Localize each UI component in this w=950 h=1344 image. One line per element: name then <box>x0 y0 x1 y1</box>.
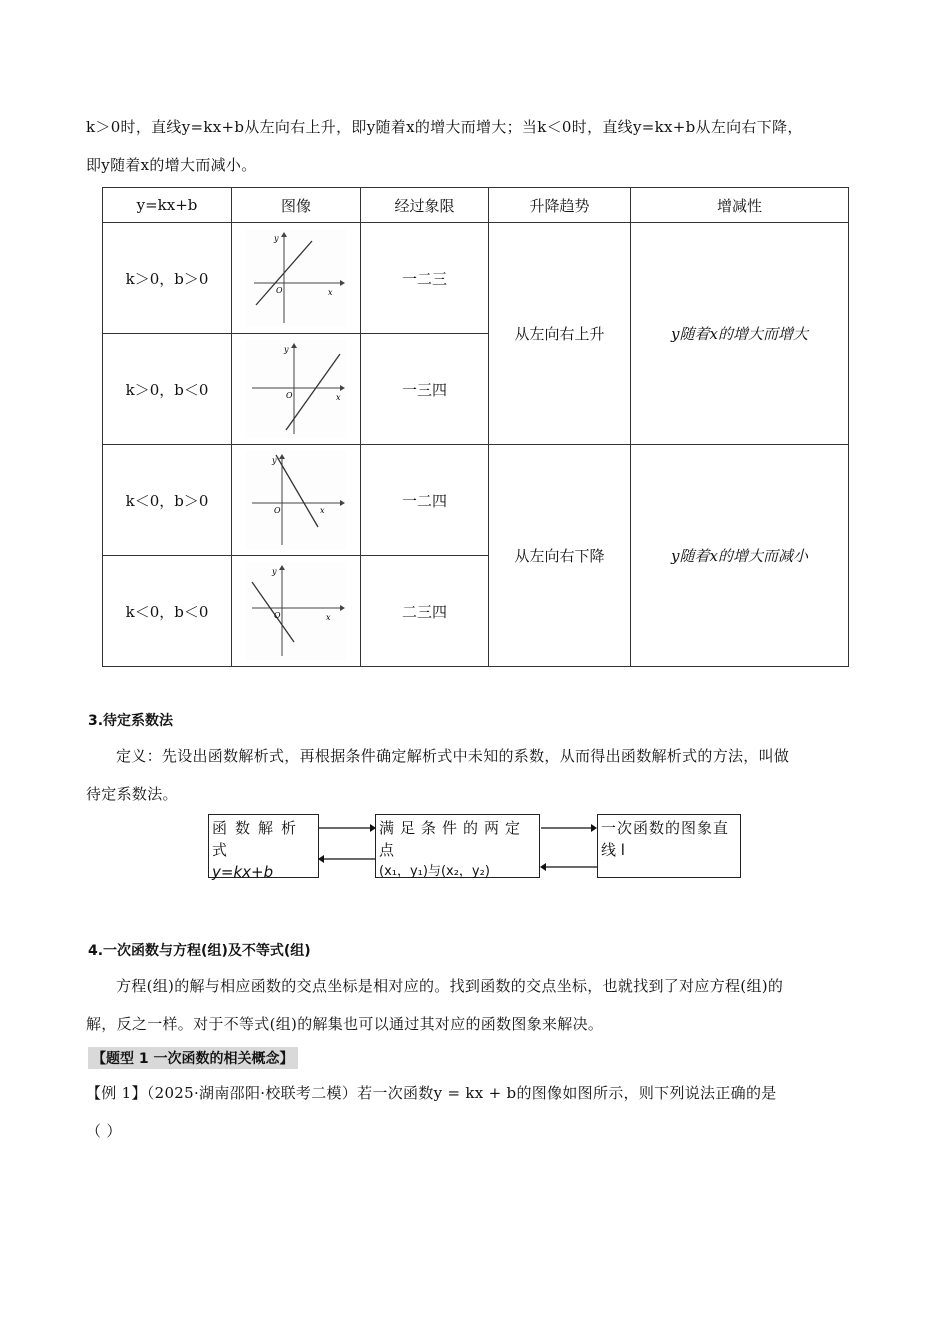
section-3-title: 3.待定系数法 <box>88 713 174 729</box>
quadrants-row-4: 二三四 <box>361 556 489 667</box>
axis-x-label: x <box>336 393 341 402</box>
mono-down: y随着x的增大而减小 <box>631 445 849 667</box>
flow-box-expression <box>208 814 319 881</box>
header-quadrants: 经过象限 <box>361 188 489 223</box>
question-type-tag: 【题型 1 一次函数的相关概念】 <box>88 1047 298 1069</box>
mono-up: y随着x的增大而增大 <box>631 223 849 445</box>
cond-row-4: k＜0，b＜0 <box>103 556 232 667</box>
flow-arrows <box>318 815 600 875</box>
axis-x-label: x <box>320 506 325 515</box>
axis-x-label: x <box>328 288 333 297</box>
section-4-line-1: 方程(组)的解与相应函数的交点坐标是相对应的。找到函数的交点坐标，也就找到了对应方程(组)的 <box>116 977 784 995</box>
quadrants-row-1: 一二三 <box>361 223 489 334</box>
quadrants-row-3: 一二四 <box>361 445 489 556</box>
origin-label: O <box>276 286 283 295</box>
arrow-right-1-head <box>370 824 376 832</box>
axis-y-label: y <box>272 567 277 576</box>
quadrants-row-2: 一三四 <box>361 334 489 445</box>
example-1-line-1: 【例 1】（2025·湖南邵阳·校联考二模）若一次函数y = kx + b的图像如图所示，则下列说法正确的是 <box>86 1084 777 1102</box>
graph-k-pos-b-pos <box>246 229 346 327</box>
intro-line-2: 即y随着x的增大而减小。 <box>86 156 257 174</box>
graph-k-neg-b-neg <box>246 562 346 660</box>
flow-box-points-label: 满足条件的两定点 <box>379 819 527 859</box>
graph-k-pos-b-neg <box>246 340 346 438</box>
flow-box-expression-label: 函数解析式 <box>212 819 305 859</box>
trend-down: 从左向右下降 <box>489 445 631 667</box>
flow-box-points-coords: (x₁，y₁)与(x₂，y₂) <box>379 864 490 879</box>
flow-box-line-label: 一次函数的图象直 <box>601 819 730 837</box>
origin-label: O <box>274 611 281 620</box>
origin-label: O <box>286 391 293 400</box>
linear-function-table <box>102 187 849 667</box>
trend-up: 从左向右上升 <box>489 223 631 445</box>
section-3-def-line-1: 定义：先设出函数解析式，再根据条件确定解析式中未知的系数，从而得出函数解析式的方法，叫做 <box>116 747 790 765</box>
cond-row-3: k＜0，b＞0 <box>103 445 232 556</box>
header-formula: y=kx+b <box>103 188 232 223</box>
intro-line-1: k＞0时，直线y=kx+b从左向右上升，即y随着x的增大而增大；当k＜0时，直线y=kx+b从左向右下降， <box>86 118 803 136</box>
axis-y-label: y <box>274 234 279 243</box>
cond-row-1: k＞0，b＞0 <box>103 223 232 334</box>
axis-y-label: y <box>272 456 277 465</box>
arrow-left-1-head <box>318 855 324 863</box>
graph-cell-2 <box>232 334 361 445</box>
arrow-left-2-head <box>540 863 546 871</box>
header-monotonicity: 增减性 <box>631 188 849 223</box>
example-1-line-2: （ ） <box>86 1122 122 1140</box>
graph-k-neg-b-pos <box>246 451 346 549</box>
graph-cell-4 <box>232 556 361 667</box>
header-trend: 升降趋势 <box>489 188 631 223</box>
header-graph: 图像 <box>232 188 361 223</box>
cond-row-2: k＞0，b＜0 <box>103 334 232 445</box>
flow-box-line <box>597 814 741 878</box>
flow-box-line-label-2: 线 l <box>601 841 625 859</box>
origin-label: O <box>274 506 281 515</box>
arrow-right-2-head <box>591 824 597 832</box>
section-4-line-2: 解，反之一样。对于不等式(组)的解集也可以通过其对应的函数图象来解决。 <box>86 1015 604 1033</box>
graph-cell-3 <box>232 445 361 556</box>
axis-x-label: x <box>326 613 331 622</box>
section-4-title: 4.一次函数与方程(组)及不等式(组) <box>88 943 311 959</box>
section-3-def-line-2: 待定系数法。 <box>86 785 178 803</box>
graph-cell-1 <box>232 223 361 334</box>
axis-y-label: y <box>284 345 289 354</box>
flow-box-expression-formula: y=kx+b <box>212 863 274 881</box>
